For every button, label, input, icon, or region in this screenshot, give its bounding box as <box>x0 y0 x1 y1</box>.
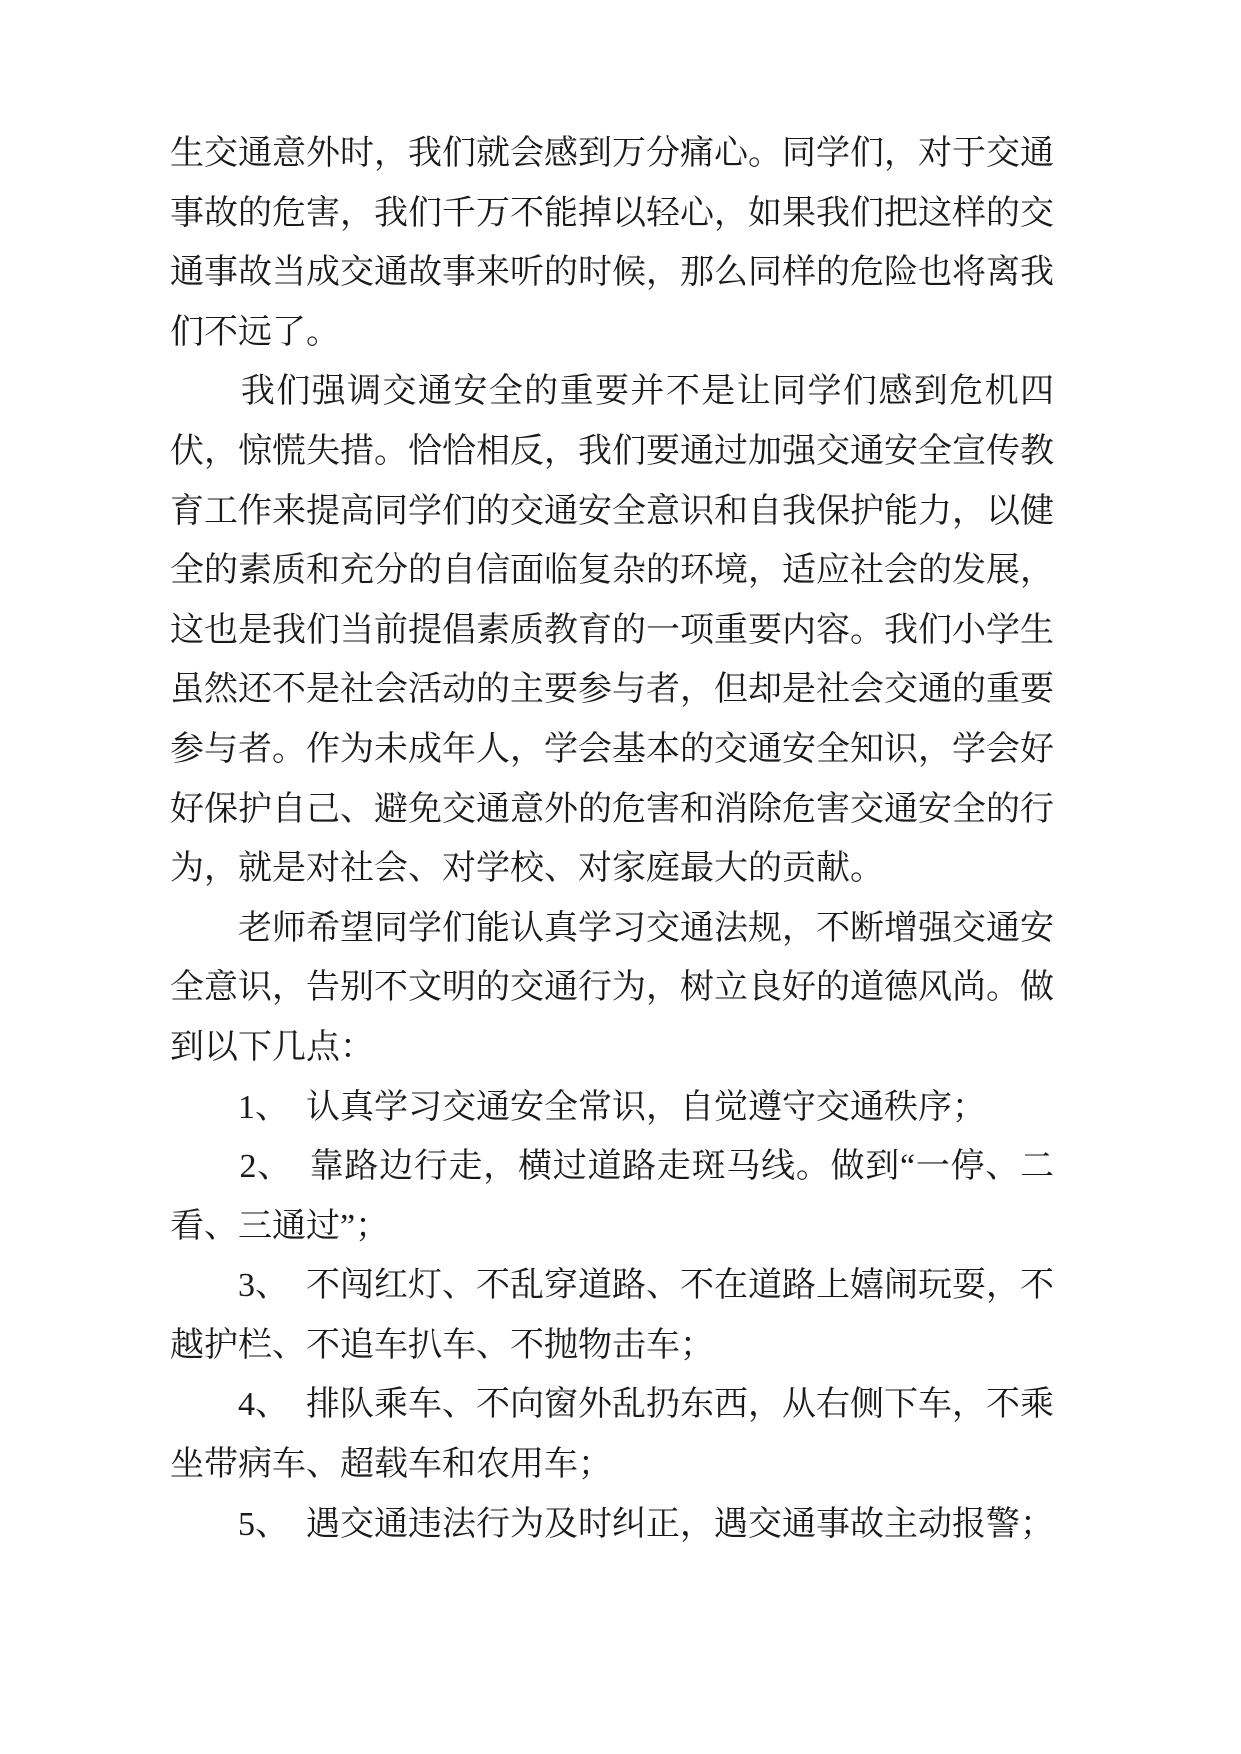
text-line: 育工作来提高同学们的交通安全意识和自我保护能力，以健 <box>170 492 1054 530</box>
document-body <box>170 124 1054 1554</box>
text-line: 看、三通过”； <box>170 1207 390 1245</box>
text-line: 参与者。作为未成年人，学会基本的交通安全知识，学会好 <box>170 730 1054 768</box>
text-line: 生交通意外时，我们就会感到万分痛心。同学们，对于交通 <box>170 135 1054 172</box>
text-line: 3、 不闯红灯、不乱穿道路、不在道路上嬉闹玩耍，不 <box>170 1267 1054 1305</box>
text-line: 我们强调交通安全的重要并不是让同学们感到危机四 <box>170 373 1054 411</box>
text-line: 老师希望同学们能认真学习交通法规，不断增强交通安 <box>170 909 1054 947</box>
text-line: 好保护自己、避免交通意外的危害和消除危害交通安全的行 <box>170 790 1054 828</box>
text-line: 5、 遇交通违法行为及时纠正，遇交通事故主动报警； <box>170 1505 1054 1543</box>
text-line: 全的素质和充分的自信面临复杂的环境，适应社会的发展， <box>170 552 1054 590</box>
text-line: 1、 认真学习交通安全常识，自觉遵守交通秩序； <box>170 1088 986 1126</box>
text-line: 这也是我们当前提倡素质教育的一项重要内容。我们小学生 <box>170 611 1054 649</box>
text-line: 4、 排队乘车、不向窗外乱扔东西，从右侧下车，不乘 <box>170 1386 1054 1424</box>
text-line: 伏，惊慌失措。恰恰相反，我们要通过加强交通安全宣传教 <box>170 432 1054 470</box>
text-line: 通事故当成交通故事来听的时候，那么同样的危险也将离我 <box>170 254 1054 292</box>
text-line: 虽然还不是社会活动的主要参与者，但却是社会交通的重要 <box>170 671 1054 709</box>
text-line: 到以下几点： <box>170 1028 374 1066</box>
text-line: 为，就是对社会、对学校、对家庭最大的贡献。 <box>170 850 884 888</box>
text-line: 越护栏、不追车扒车、不抛物击车； <box>170 1326 714 1364</box>
text-line: 事故的危害，我们千万不能掉以轻心，如果我们把这样的交 <box>170 194 1054 232</box>
text-line: 2、 靠路边行走，横过道路走斑马线。做到“一停、二 <box>170 1148 1054 1186</box>
text-line: 坐带病车、超载车和农用车； <box>170 1446 612 1484</box>
text-line: 全意识，告别不文明的交通行为，树立良好的道德风尚。做 <box>170 969 1054 1007</box>
text-line: 们不远了。 <box>170 313 340 351</box>
